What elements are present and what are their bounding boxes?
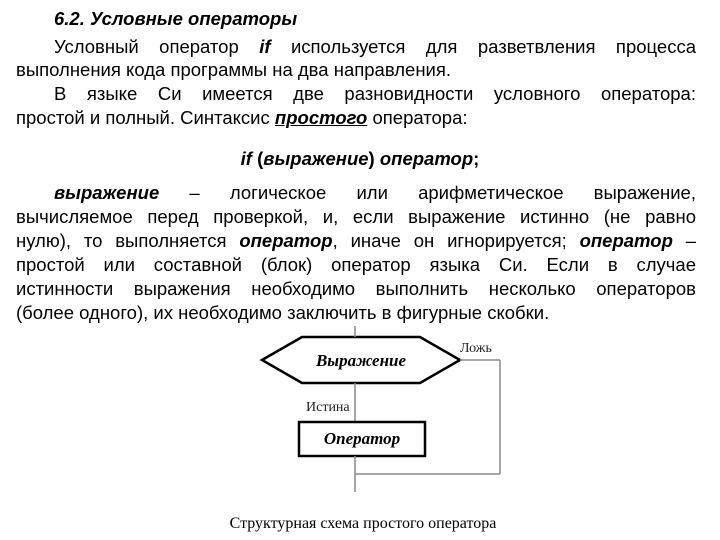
paragraph-3-line-2: вычисляемое перед проверкой, и, если выражение истинно (не равно xyxy=(16,206,696,227)
paragraph-2-line-1: В языке Си имеется две разновидности условного оператора: xyxy=(54,83,696,104)
syntax-close: ) xyxy=(368,148,380,169)
section-heading: 6.2. Условные операторы xyxy=(54,8,298,29)
keyword-simple: простого xyxy=(274,107,368,128)
false-label: Ложь xyxy=(460,341,492,356)
syntax-operator: оператор xyxy=(379,148,474,169)
keyword-operator: оператор xyxy=(239,230,333,251)
text-run: – логическое или арифметическое выражение, xyxy=(159,182,696,203)
syntax-if: if xyxy=(240,148,252,169)
paragraph-3-line-5: истинности выражения необходимо выполнить несколько операторов xyxy=(16,278,696,299)
keyword-expression: выражение xyxy=(54,182,160,203)
text-run: , иначе он игнорируется; xyxy=(332,230,580,251)
keyword-if: if xyxy=(259,36,271,57)
process-label: Оператор xyxy=(323,429,401,448)
syntax-semicolon: ; xyxy=(473,148,480,169)
text-run: – xyxy=(672,230,696,251)
syntax-open: ( xyxy=(251,148,264,169)
text-run: нулю), то выполняется xyxy=(16,230,240,251)
text-run: Условный оператор xyxy=(54,36,260,57)
paragraph-3-line-4: простой или составной (блок) оператор языка Си. Если в случае xyxy=(16,254,696,275)
paragraph-3-line-6: (более одного), их необходимо заключить в фигурные скобки. xyxy=(16,302,550,323)
text-run: используется для разветвления процесса xyxy=(270,36,696,57)
decision-label: Выражение xyxy=(315,351,407,370)
keyword-operator: оператор xyxy=(579,230,673,251)
true-label: Истина xyxy=(306,400,350,415)
syntax-expression: выражение xyxy=(263,148,369,169)
text-run: оператора: xyxy=(367,107,468,128)
paragraph-1-line-2: выполнения кода программы на два направления. xyxy=(16,59,452,80)
text-run: простой и полный. Синтаксис xyxy=(16,107,275,128)
diagram-caption: Структурная схема простого оператора xyxy=(229,515,497,532)
